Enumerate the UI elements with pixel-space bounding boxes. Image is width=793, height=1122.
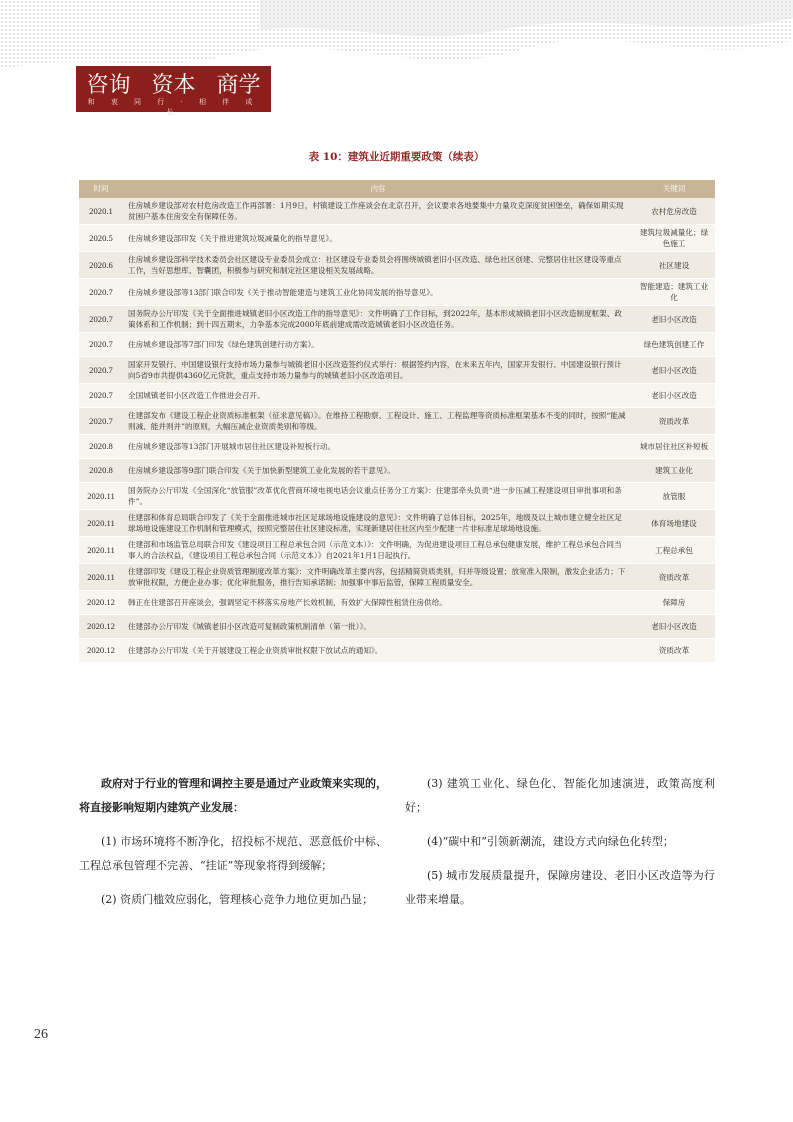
row-time-cell: 2020.7 bbox=[79, 408, 123, 435]
table-row bbox=[79, 279, 715, 306]
row-keyword-cell: 老旧小区改造 bbox=[633, 357, 715, 384]
row-time-cell: 2020.5 bbox=[79, 225, 123, 252]
row-content-cell: 住建部和市场监管总局联合印发《建设项目工程总承包合同（示范文本）》：文件明确，为促进建设项目工程总承包健康发展，维护工程总承包合同当事人的合法权益，《建设项目工程总承包合同（示范文本）》自2021年1月1日起执行。 bbox=[123, 537, 633, 564]
row-content-cell: 住房城乡建设部科学技术委员会社区建设专业委员会成立：社区建设专业委员会将围绕城镇老旧小区改造、绿色社区创建、完整居住社区建设等重点工作，当好思想库、智囊团，积极参与研究和制定社区建设相关发展战略。 bbox=[123, 252, 633, 279]
row-keyword-cell: 绿色建筑创建工作 bbox=[633, 333, 715, 357]
row-keyword-cell: 农村危房改造 bbox=[633, 198, 715, 225]
body-paragraph-intro: 政府对于行业的管理和调控主要是通过产业政策来实现的，将直接影响短期内建筑产业发展： bbox=[79, 777, 387, 814]
row-time-cell: 2020.8 bbox=[79, 435, 123, 459]
column-header-time: 时间 bbox=[79, 180, 123, 198]
table-row bbox=[79, 306, 715, 333]
row-time-cell: 2020.11 bbox=[79, 483, 123, 510]
row-content-cell: 住房城乡建设部等13部门联合印发《关于推动智能建造与建筑工业化协同发展的指导意见》。 bbox=[123, 279, 633, 306]
policy-table bbox=[79, 180, 715, 663]
row-content-cell: 住房城乡建设部等7部门印发《绿色建筑创建行动方案》。 bbox=[123, 333, 633, 357]
page-number: 26 bbox=[34, 1027, 48, 1042]
table-row bbox=[79, 408, 715, 435]
row-content-cell: 国务院办公厅印发《全国深化“放管服”改革优化营商环境电视电话会议重点任务分工方案》：住建部牵头负责“进一步压减工程建设项目审批事项和条件”。 bbox=[123, 483, 633, 510]
row-keyword-cell: 资质改革 bbox=[633, 408, 715, 435]
column-header-keyword: 关键词 bbox=[633, 180, 715, 198]
row-keyword-cell: 智能建造；建筑工业化 bbox=[633, 279, 715, 306]
row-time-cell: 2020.12 bbox=[79, 639, 123, 663]
table-row bbox=[79, 384, 715, 408]
row-content-cell: 住建部印发《建设工程企业资质管理制度改革方案》：文件明确改革主要内容，包括精简资质类别，归并等级设置；放宽准入限制，激发企业活力；下放审批权限，方便企业办事；优化审批服务，推行告知承诺制；加强事中事后监管，保障工程质量安全。 bbox=[123, 564, 633, 591]
body-paragraph: (3) 建筑工业化、绿色化、智能化加速演进，政策高度利好； bbox=[405, 777, 715, 814]
table-row bbox=[79, 333, 715, 357]
row-content-cell: 住建部办公厅印发《关于开展建设工程企业资质审批权限下放试点的通知》。 bbox=[123, 639, 633, 663]
row-time-cell: 2020.1 bbox=[79, 198, 123, 225]
row-time-cell: 2020.11 bbox=[79, 537, 123, 564]
row-time-cell: 2020.7 bbox=[79, 279, 123, 306]
row-keyword-cell: 工程总承包 bbox=[633, 537, 715, 564]
row-time-cell: 2020.7 bbox=[79, 333, 123, 357]
row-time-cell: 2020.7 bbox=[79, 384, 123, 408]
row-content-cell: 住房城乡建设部印发《关于推进建筑垃圾减量化的指导意见》。 bbox=[123, 225, 633, 252]
row-keyword-cell: 建筑垃圾减量化；绿色施工 bbox=[633, 225, 715, 252]
row-time-cell: 2020.12 bbox=[79, 615, 123, 639]
row-time-cell: 2020.11 bbox=[79, 564, 123, 591]
row-content-cell: 国务院办公厅印发《关于全面推进城镇老旧小区改造工作的指导意见》：文件明确了工作目标，到2022年，基本形成城镇老旧小区改造制度框架、政策体系和工作机制；到十四五期末，力争基本完成2000年底前建成需改造城镇老旧小区改造任务。 bbox=[123, 306, 633, 333]
brand-logo bbox=[76, 66, 271, 116]
table-row bbox=[79, 615, 715, 639]
table-row bbox=[79, 564, 715, 591]
row-keyword-cell: 老旧小区改造 bbox=[633, 615, 715, 639]
row-keyword-cell: 建筑工业化 bbox=[633, 459, 715, 483]
row-time-cell: 2020.12 bbox=[79, 591, 123, 615]
row-keyword-cell: 社区建设 bbox=[633, 252, 715, 279]
row-time-cell: 2020.8 bbox=[79, 459, 123, 483]
body-paragraph: (4)“碳中和”引领新潮流，建设方式向绿色化转型； bbox=[427, 835, 674, 848]
row-content-cell: 住建部和体育总局联合印发了《关于全面推进城市社区足球场地设施建设的意见》：文件明确了总体目标，2025年，地级及以上城市建立健全社区足球场地设施建设工作机制和管理模式，按照完整居住社区建设标准，实现新建居住社区内至少配建一片非标准足球场地设施。 bbox=[123, 510, 633, 537]
table-caption: 表 10：建筑业近期重要政策（续表） bbox=[308, 151, 485, 163]
table-row bbox=[79, 252, 715, 279]
table-row bbox=[79, 537, 715, 564]
row-keyword-cell: 放管服 bbox=[633, 483, 715, 510]
logo-subtitle: 和 衷 同 行 · 相 伴 成 长 bbox=[87, 98, 260, 116]
row-keyword-cell: 体育场地建设 bbox=[633, 510, 715, 537]
table-body bbox=[79, 198, 715, 663]
row-content-cell: 国家开发银行、中国建设银行支持市场力量参与城镇老旧小区改造签约仪式举行：根据签约内容，在未来五年内，国家开发银行、中国建设银行预计向5省9市共提供4360亿元贷款，重点支持市场力量参与的城镇老旧小区改造项目。 bbox=[123, 357, 633, 384]
body-paragraph: (5) 城市发展质量提升，保障房建设、老旧小区改造等为行业带来增量。 bbox=[405, 869, 715, 906]
row-content-cell: 全国城镇老旧小区改造工作推进会召开。 bbox=[123, 384, 633, 408]
row-keyword-cell: 资质改革 bbox=[633, 639, 715, 663]
row-content-cell: 住建部发布《建设工程企业资质标准框架（征求意见稿）》。在维持工程勘察、工程设计、施工、工程监理等资质标准框架基本不变的同时，按照“能减则减、能并则并”的原则，大幅压减企业资质类别和等级。 bbox=[123, 408, 633, 435]
table-row bbox=[79, 225, 715, 252]
row-time-cell: 2020.7 bbox=[79, 357, 123, 384]
logo-title bbox=[76, 68, 271, 98]
body-paragraph: (2) 资质门槛效应弱化，管理核心竞争力地位更加凸显； bbox=[101, 893, 374, 906]
table-row bbox=[79, 639, 715, 663]
row-keyword-cell: 资质改革 bbox=[633, 564, 715, 591]
logo-title-part: 咨询 bbox=[86, 73, 131, 98]
row-keyword-cell: 老旧小区改造 bbox=[633, 306, 715, 333]
body-left-column bbox=[79, 772, 387, 922]
table-row bbox=[79, 198, 715, 225]
column-header-content: 内容 bbox=[123, 180, 633, 198]
row-time-cell: 2020.7 bbox=[79, 306, 123, 333]
row-content-cell: 韩正在住建部召开座谈会，强调坚定不移落实房地产长效机制，有效扩大保障性租赁住房供给。 bbox=[123, 591, 633, 615]
row-content-cell: 住建部办公厅印发《城镇老旧小区改造可复制政策机制清单（第一批）》。 bbox=[123, 615, 633, 639]
body-paragraph: (1) 市场环境将不断净化，招投标不规范、恶意低价中标、工程总承包管理不完善、“挂证”等现象将得到缓解； bbox=[79, 835, 387, 872]
row-content-cell: 住房城乡建设部等13部门开展城市居住社区建设补短板行动。 bbox=[123, 435, 633, 459]
row-content-cell: 住房城乡建设部等9部门联合印发《关于加快新型建筑工业化发展的若干意见》。 bbox=[123, 459, 633, 483]
row-keyword-cell: 老旧小区改造 bbox=[633, 384, 715, 408]
table-row bbox=[79, 591, 715, 615]
row-keyword-cell: 城市居住社区补短板 bbox=[633, 435, 715, 459]
row-keyword-cell: 保障房 bbox=[633, 591, 715, 615]
logo-title-part: 资本 bbox=[151, 73, 196, 98]
table-row bbox=[79, 435, 715, 459]
row-time-cell: 2020.11 bbox=[79, 510, 123, 537]
table-row bbox=[79, 459, 715, 483]
row-time-cell: 2020.6 bbox=[79, 252, 123, 279]
table-row bbox=[79, 483, 715, 510]
row-content-cell: 住房城乡建设部对农村危房改造工作再部署：1月9日，村镇建设工作座谈会在北京召开，会议要求各地要集中力量攻克深度贫困堡垒，确保如期实现贫困户基本住房安全有保障任务。 bbox=[123, 198, 633, 225]
body-right-column bbox=[405, 772, 715, 922]
table-row bbox=[79, 357, 715, 384]
table-header-row bbox=[79, 180, 715, 198]
table-row bbox=[79, 510, 715, 537]
logo-title-part: 商学 bbox=[216, 73, 261, 98]
